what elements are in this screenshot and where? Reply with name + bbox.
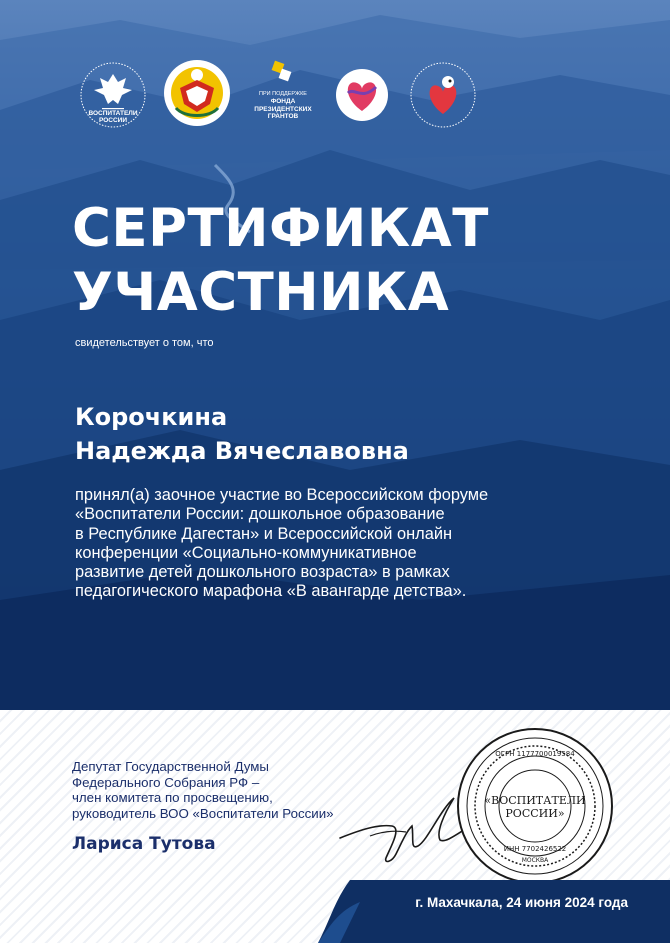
participation-line: развитие детей дошкольного возраста» в рамках bbox=[75, 563, 450, 582]
signer-position bbox=[72, 759, 334, 821]
participation-line: педагогического марафона «В авангарде детства». bbox=[75, 582, 467, 601]
participation-line: конференции «Социально-коммуникативное bbox=[75, 543, 417, 562]
participation-line: «Воспитатели России: дошкольное образование bbox=[75, 505, 445, 524]
dagestan-coat-of-arms-icon bbox=[162, 58, 232, 128]
participant-surname: Корочкина bbox=[75, 403, 228, 431]
svg-text:«ВОСПИТАТЕЛИ: «ВОСПИТАТЕЛИ bbox=[484, 794, 586, 807]
place-and-date: г. Махачкала, 24 июня 2024 года bbox=[415, 895, 628, 910]
fund-logo-caption: ФОНДА ПРЕЗИДЕНТСКИХ ГРАНТОВ bbox=[254, 98, 312, 120]
signer-name: Лариса Тутова bbox=[72, 834, 216, 854]
signer-position-line: руководитель ВОО «Воспитатели России» bbox=[72, 805, 334, 821]
voo-logo-caption: ВОСПИТАТЕЛИ РОССИИ bbox=[88, 110, 138, 124]
participation-line: принял(а) заочное участие во Всероссийском форуме bbox=[75, 486, 489, 504]
partner-logos bbox=[78, 60, 478, 130]
title-line-1: СЕРТИФИКАТ bbox=[72, 198, 489, 259]
svg-text:РОССИИ»: РОССИИ» bbox=[505, 807, 565, 820]
participant-name bbox=[75, 400, 409, 468]
certificate-subtitle: свидетельствует о том, что bbox=[75, 337, 214, 349]
participation-line: в Республике Дагестан» и Всероссийской онлайн bbox=[75, 524, 453, 543]
footer-band bbox=[0, 880, 670, 943]
certificate-title bbox=[72, 197, 489, 325]
participant-given-names: Надежда Вячеславовна bbox=[75, 437, 409, 465]
presidential-grants-fund-icon bbox=[248, 60, 318, 130]
fund-logo-caption-top: ПРИ ПОДДЕРЖКЕ bbox=[259, 91, 307, 97]
signer-position-line: Депутат Государственной Думы bbox=[72, 759, 269, 774]
participation-text bbox=[75, 486, 595, 602]
stamp-inn: ИНН 7702426522 bbox=[503, 845, 567, 853]
signer-position-line: Федерального Собрания РФ – bbox=[72, 774, 260, 790]
eagle-emblem-icon bbox=[78, 60, 148, 130]
signer-position-line: член комитета по просвещению, bbox=[72, 790, 273, 805]
title-line-2: УЧАСТНИКА bbox=[72, 262, 450, 323]
stamp-ogrn: ОГРН 1177700019584 bbox=[495, 750, 575, 758]
heart-logo-icon bbox=[332, 65, 392, 125]
stamp-city: МОСКВА bbox=[521, 857, 549, 864]
organization-stamp bbox=[455, 726, 615, 886]
bird-heart-festival-icon bbox=[408, 60, 478, 130]
